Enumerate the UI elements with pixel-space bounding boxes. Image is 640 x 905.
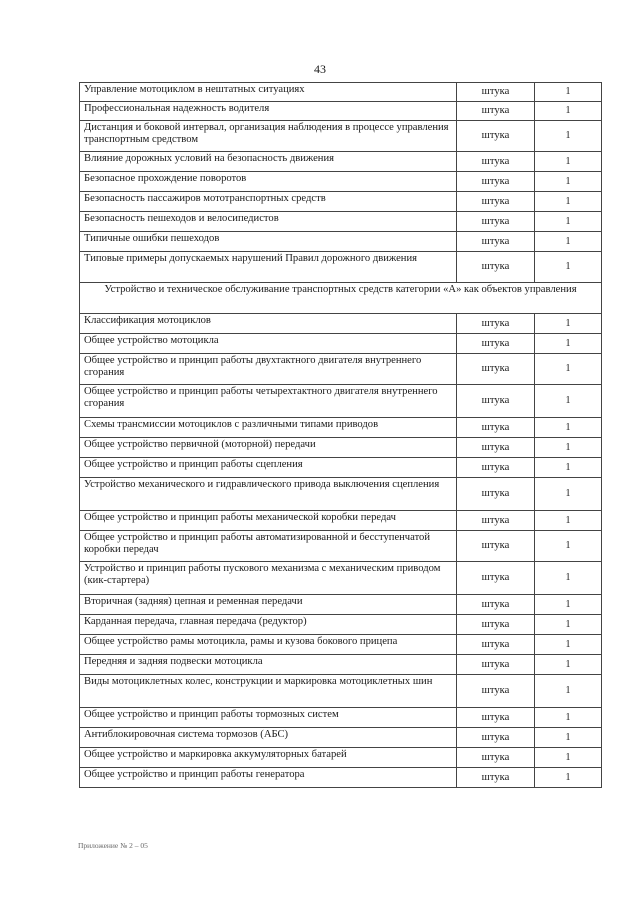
table-row	[80, 212, 602, 232]
table-row	[80, 478, 602, 511]
item-name-cell: Общее устройство и принцип работы двухтактного двигателя внутреннего сгорания	[80, 354, 457, 385]
table-row	[80, 595, 602, 615]
item-name-cell: Устройство механического и гидравлического привода выключения сцепления	[80, 478, 457, 511]
unit-cell: штука	[457, 438, 535, 458]
quantity-cell: 1	[535, 458, 602, 478]
page-number: 43	[314, 62, 326, 76]
section-header-row	[80, 283, 602, 314]
table-row	[80, 438, 602, 458]
unit-cell: штука	[457, 595, 535, 615]
unit-cell: штука	[457, 708, 535, 728]
unit-cell: штука	[457, 314, 535, 334]
table-row	[80, 334, 602, 354]
table-row	[80, 531, 602, 562]
item-name-cell: Влияние дорожных условий на безопасность движения	[80, 152, 457, 172]
unit-cell: штука	[457, 478, 535, 511]
quantity-cell: 1	[535, 655, 602, 675]
unit-cell: штука	[457, 418, 535, 438]
quantity-cell: 1	[535, 232, 602, 252]
quantity-cell: 1	[535, 385, 602, 418]
quantity-cell: 1	[535, 708, 602, 728]
unit-cell: штука	[457, 562, 535, 595]
unit-cell: штука	[457, 172, 535, 192]
table-row	[80, 418, 602, 438]
quantity-cell: 1	[535, 172, 602, 192]
quantity-cell: 1	[535, 334, 602, 354]
quantity-cell: 1	[535, 102, 602, 121]
footer-note: Приложение № 2 – 05	[78, 841, 148, 850]
item-name-cell: Безопасность пешеходов и велосипедистов	[80, 212, 457, 232]
quantity-cell: 1	[535, 212, 602, 232]
item-name-cell: Управление мотоциклом в нештатных ситуациях	[80, 83, 457, 102]
quantity-cell: 1	[535, 595, 602, 615]
unit-cell: штука	[457, 768, 535, 788]
table-row	[80, 232, 602, 252]
quantity-cell: 1	[535, 192, 602, 212]
item-name-cell: Общее устройство рамы мотоцикла, рамы и кузова бокового прицепа	[80, 635, 457, 655]
quantity-cell: 1	[535, 252, 602, 283]
quantity-cell: 1	[535, 531, 602, 562]
item-name-cell: Безопасное прохождение поворотов	[80, 172, 457, 192]
item-name-cell: Виды мотоциклетных колес, конструкции и маркировка мотоциклетных шин	[80, 675, 457, 708]
table-row	[80, 615, 602, 635]
quantity-cell: 1	[535, 418, 602, 438]
quantity-cell: 1	[535, 354, 602, 385]
item-name-cell: Общее устройство и принцип работы тормозных систем	[80, 708, 457, 728]
unit-cell: штука	[457, 458, 535, 478]
equipment-table	[79, 82, 602, 788]
item-name-cell: Профессиональная надежность водителя	[80, 102, 457, 121]
table-row	[80, 354, 602, 385]
quantity-cell: 1	[535, 478, 602, 511]
item-name-cell: Антиблокировочная система тормозов (АБС)	[80, 728, 457, 748]
item-name-cell: Классификация мотоциклов	[80, 314, 457, 334]
item-name-cell: Общее устройство и принцип работы четырехтактного двигателя внутреннего сгорания	[80, 385, 457, 418]
unit-cell: штука	[457, 152, 535, 172]
table-row	[80, 172, 602, 192]
quantity-cell: 1	[535, 675, 602, 708]
quantity-cell: 1	[535, 768, 602, 788]
item-name-cell: Типичные ошибки пешеходов	[80, 232, 457, 252]
table-row	[80, 102, 602, 121]
item-name-cell: Общее устройство первичной (моторной) передачи	[80, 438, 457, 458]
quantity-cell: 1	[535, 562, 602, 595]
unit-cell: штука	[457, 531, 535, 562]
table-row	[80, 121, 602, 152]
table-row	[80, 152, 602, 172]
table-row	[80, 83, 602, 102]
unit-cell: штука	[457, 192, 535, 212]
table-row	[80, 562, 602, 595]
unit-cell: штука	[457, 212, 535, 232]
quantity-cell: 1	[535, 438, 602, 458]
item-name-cell: Типовые примеры допускаемых нарушений Правил дорожного движения	[80, 252, 457, 283]
item-name-cell: Безопасность пассажиров мототранспортных средств	[80, 192, 457, 212]
unit-cell: штука	[457, 83, 535, 102]
table-row	[80, 635, 602, 655]
unit-cell: штука	[457, 728, 535, 748]
item-name-cell: Дистанция и боковой интервал, организация наблюдения в процессе управления транспортным средством	[80, 121, 457, 152]
table-body	[80, 83, 602, 788]
unit-cell: штука	[457, 655, 535, 675]
unit-cell: штука	[457, 252, 535, 283]
item-name-cell: Вторичная (задняя) цепная и ременная передачи	[80, 595, 457, 615]
table-row	[80, 511, 602, 531]
quantity-cell: 1	[535, 615, 602, 635]
table-row	[80, 768, 602, 788]
item-name-cell: Схемы трансмиссии мотоциклов с различными типами приводов	[80, 418, 457, 438]
quantity-cell: 1	[535, 83, 602, 102]
table-row	[80, 458, 602, 478]
table-row	[80, 385, 602, 418]
unit-cell: штука	[457, 354, 535, 385]
table-row	[80, 728, 602, 748]
item-name-cell: Карданная передача, главная передача (редуктор)	[80, 615, 457, 635]
quantity-cell: 1	[535, 511, 602, 531]
unit-cell: штука	[457, 511, 535, 531]
unit-cell: штука	[457, 232, 535, 252]
table-row	[80, 675, 602, 708]
table-row	[80, 748, 602, 768]
table-row	[80, 314, 602, 334]
unit-cell: штука	[457, 615, 535, 635]
unit-cell: штука	[457, 102, 535, 121]
quantity-cell: 1	[535, 152, 602, 172]
table-row	[80, 252, 602, 283]
item-name-cell: Устройство и принцип работы пускового механизма с механическим приводом (кик-стартера)	[80, 562, 457, 595]
item-name-cell: Передняя и задняя подвески мотоцикла	[80, 655, 457, 675]
unit-cell: штука	[457, 121, 535, 152]
unit-cell: штука	[457, 385, 535, 418]
quantity-cell: 1	[535, 748, 602, 768]
quantity-cell: 1	[535, 121, 602, 152]
table-row	[80, 192, 602, 212]
section-title: Устройство и техническое обслуживание транспортных средств категории «А» как объектов управления	[80, 283, 602, 314]
unit-cell: штука	[457, 334, 535, 354]
item-name-cell: Общее устройство и принцип работы механической коробки передач	[80, 511, 457, 531]
quantity-cell: 1	[535, 728, 602, 748]
unit-cell: штука	[457, 675, 535, 708]
item-name-cell: Общее устройство мотоцикла	[80, 334, 457, 354]
unit-cell: штука	[457, 635, 535, 655]
quantity-cell: 1	[535, 635, 602, 655]
item-name-cell: Общее устройство и маркировка аккумуляторных батарей	[80, 748, 457, 768]
item-name-cell: Общее устройство и принцип работы сцепления	[80, 458, 457, 478]
item-name-cell: Общее устройство и принцип работы генератора	[80, 768, 457, 788]
unit-cell: штука	[457, 748, 535, 768]
quantity-cell: 1	[535, 314, 602, 334]
item-name-cell: Общее устройство и принцип работы автоматизированной и бесступенчатой коробки передач	[80, 531, 457, 562]
table-row	[80, 708, 602, 728]
table-row	[80, 655, 602, 675]
